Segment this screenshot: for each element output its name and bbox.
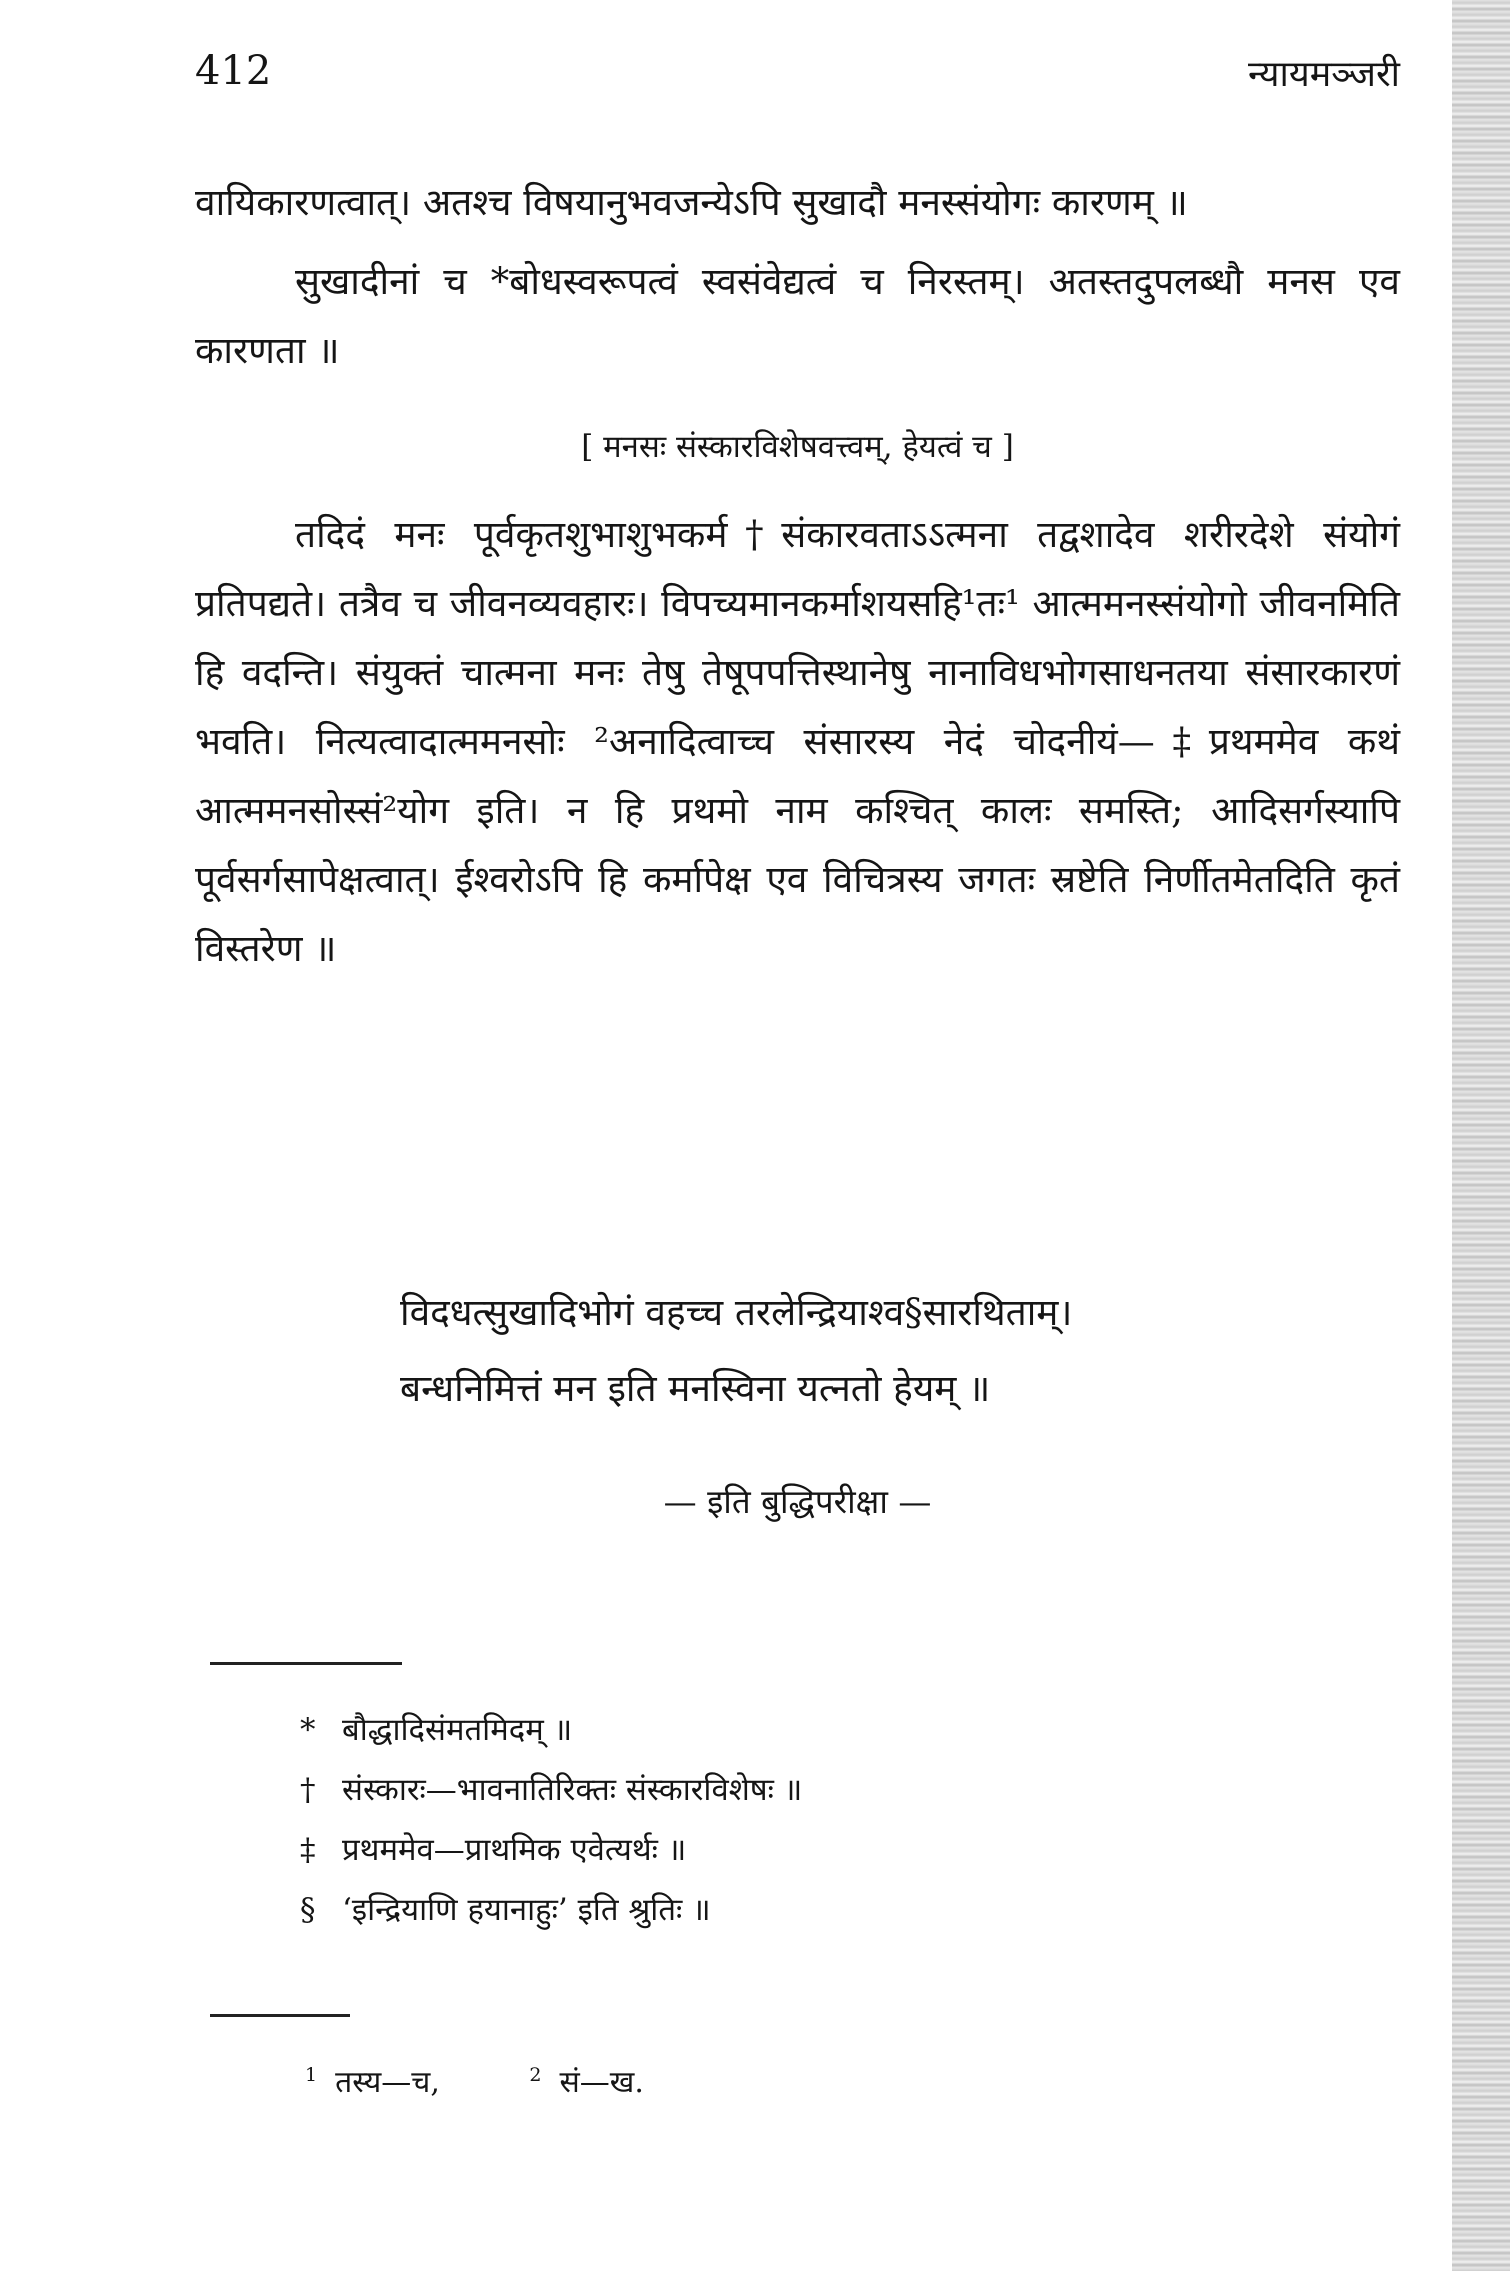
verse-block xyxy=(400,1275,1400,1427)
footnote-text: ‘इन्द्रियाणि हयानाहुः’ इति श्रुतिः ॥ xyxy=(342,1892,711,1928)
paragraph-2: सुखादीनां च *बोधस्वरूपत्वं स्वसंवेद्यत्वं च निरस्तम्। अतस्तदुपलब्धौ मनस एव कारणता ॥ xyxy=(195,260,1400,372)
footnote xyxy=(300,1820,802,1880)
variant-readings xyxy=(305,2060,724,2101)
variant-divider xyxy=(210,2014,350,2017)
verse-line-1: विदधत्सुखादिभोगं वहच्च तरलेन्द्रियाश्व§सारथिताम्। xyxy=(400,1291,1073,1334)
paragraph-1: वायिकारणत्वात्। अतश्च विषयानुभवजन्येऽपि सुखादौ मनस्संयोगः कारणम् ॥ xyxy=(195,181,1188,224)
footnote-text: प्रथममेव—प्राथमिक एवेत्यर्थः ॥ xyxy=(342,1832,687,1868)
footnote-text: बौद्धादिसंमतमिदम् ॥ xyxy=(342,1712,573,1748)
variant-reading xyxy=(529,2065,643,2100)
footnote-mark: † xyxy=(300,1772,316,1808)
running-title: न्यायमञ्जरी xyxy=(1248,54,1400,95)
verse-line-2: बन्धनिमित्तं मन इति मनस्विना यत्नतो हेयम् ॥ xyxy=(400,1367,991,1410)
footnote xyxy=(300,1880,802,1940)
page-header xyxy=(195,48,1400,108)
variant-reading xyxy=(305,2065,440,2100)
page-edge-shadow xyxy=(1452,0,1510,2271)
section-heading: [ मनसः संस्कारविशेषवत्त्वम्, हेयत्वं च ] xyxy=(581,429,1014,465)
footnote-divider xyxy=(210,1662,402,1665)
colophon: — इति बुद्धिपरीक्षा — xyxy=(663,1482,932,1521)
footnote-mark: * xyxy=(300,1712,316,1748)
variant-number: 1 xyxy=(305,2064,318,2086)
footnote-mark: ‡ xyxy=(300,1832,316,1868)
footnote xyxy=(300,1760,802,1820)
variant-text: सं—ख. xyxy=(559,2065,644,2100)
footnote-text: संस्कारः—भावनातिरिक्तः संस्कारविशेषः ॥ xyxy=(342,1772,803,1808)
footnote xyxy=(300,1700,802,1760)
variant-text: तस्य—च, xyxy=(335,2065,440,2100)
main-text xyxy=(195,168,1400,993)
footnote-mark: § xyxy=(300,1892,316,1928)
paragraph-3: तदिदं मनः पूर्वकृतशुभाशुभकर्म†संकारवताऽऽत्मना तद्वशादेव शरीरदेशे संयोगं प्रतिपद्यते। तत्रैव च जीवनव्यवहारः। विपच्यमानकर्माशयसहि¹तः¹ आत्ममनस्संयोगो जीवनमिति हि वदन्ति। संयुक्तं चात्मना मनः तेषु तेषूपपत्तिस्थानेषु नानाविधभोगसाधनतया संसारकारणं भवति। नित्यत्वादात्ममनसोः ²अनादित्वाच्च संसारस्य नेदं चोदनीयं—‡प्रथममेव कथं आत्ममनसोस्सं²योग इति। न हि प्रथमो नाम कश्चित् कालः समस्ति; आदिसर्गस्यापि पूर्वसर्गसापेक्षत्वात्। ईश्वरोऽपि हि कर्मापेक्ष एव विचित्रस्य जगतः स्रष्टेति निर्णीतमेतदिति कृतं विस्तरेण ॥ xyxy=(195,513,1400,970)
footnotes xyxy=(300,1700,802,1940)
variant-number: 2 xyxy=(529,2064,542,2086)
page-number: 412 xyxy=(195,48,272,94)
